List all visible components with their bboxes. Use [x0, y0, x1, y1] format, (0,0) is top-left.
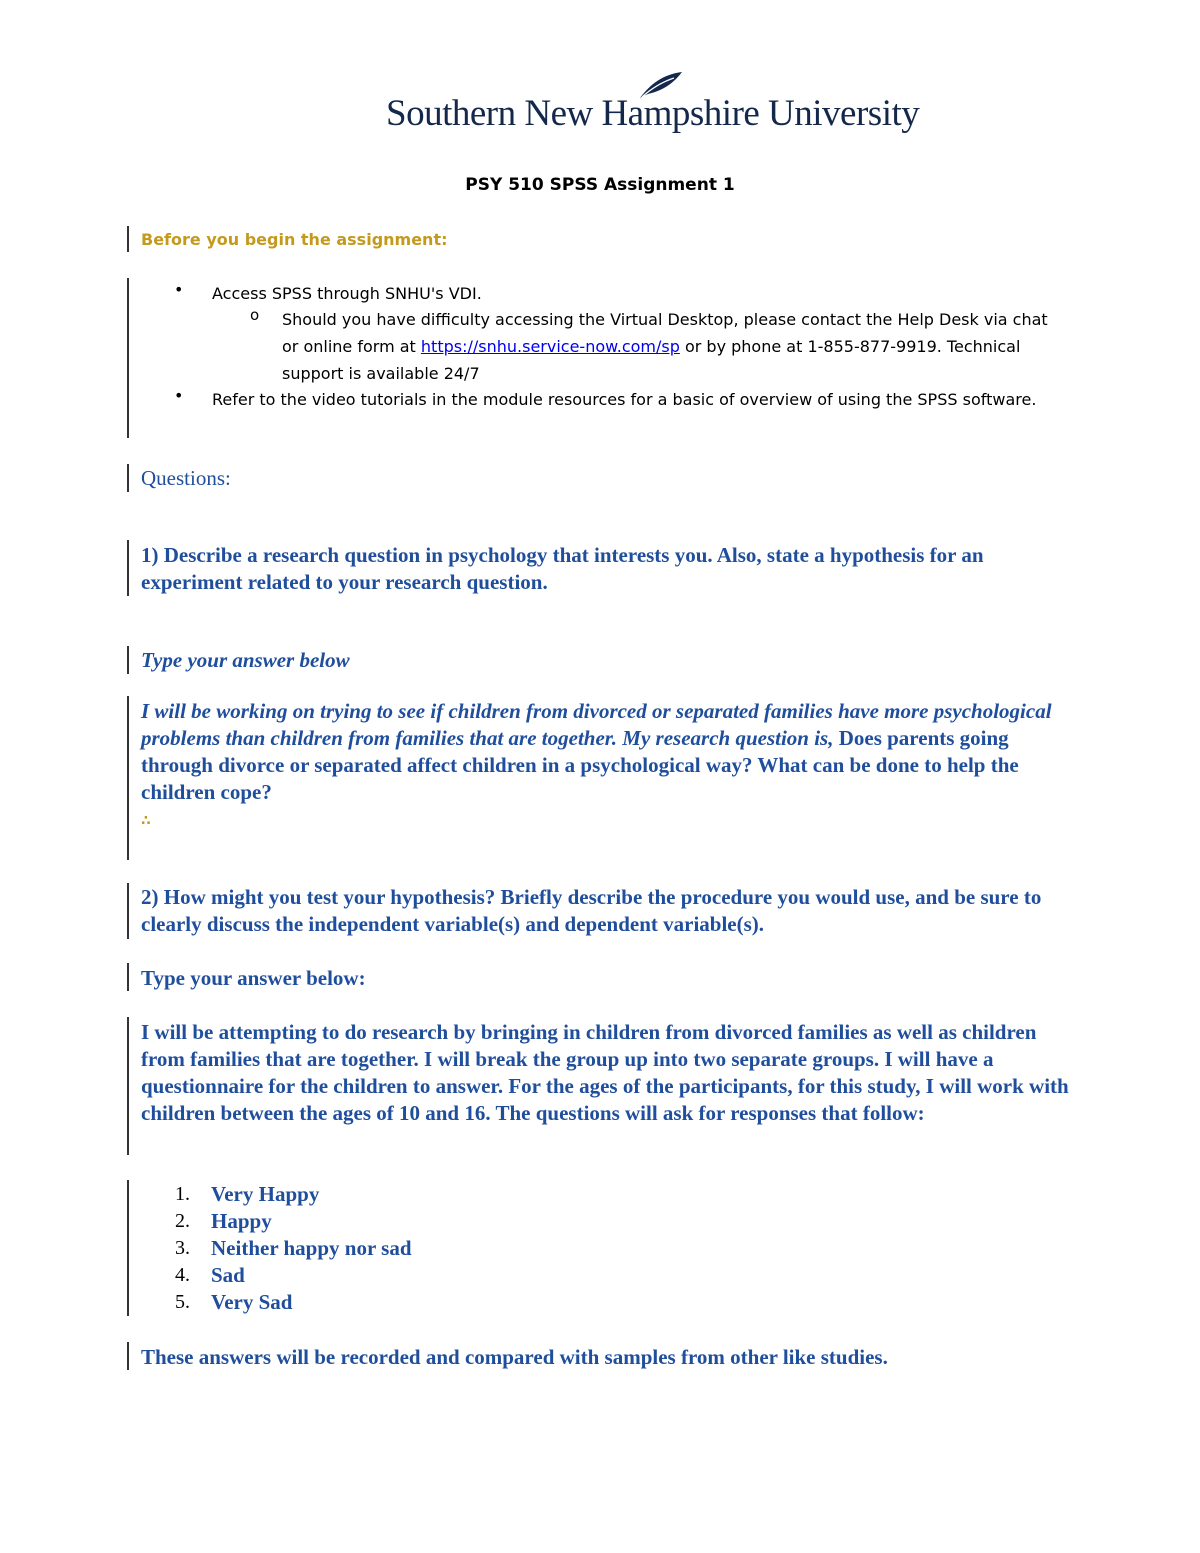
change-bar: [127, 883, 129, 939]
list-item-label: Very Happy: [211, 1182, 320, 1206]
change-bar: [127, 540, 129, 596]
bullet-icon: •: [174, 280, 184, 299]
before-begin-heading: Before you begin the assignment:: [141, 230, 448, 249]
list-item: [175, 1181, 675, 1208]
anchor-mark-icon: ∴: [141, 812, 151, 828]
change-bar: [127, 1342, 129, 1370]
bullet-text: Access SPSS through SNHU's VDI.: [212, 284, 482, 303]
list-item-number: 5.: [175, 1291, 190, 1313]
list-item-label: Happy: [211, 1209, 272, 1233]
list-item-number: 3.: [175, 1237, 190, 1259]
question-2-answer-label: Type your answer below:: [141, 966, 366, 990]
list-item-label: Neither happy nor sad: [211, 1236, 412, 1260]
list-item: [175, 1235, 675, 1262]
sub-bullet-text: [282, 306, 1052, 387]
change-bar: [127, 696, 129, 860]
change-bar: [127, 278, 129, 438]
list-item-number: 4.: [175, 1264, 190, 1286]
question-2-prompt: 2) How might you test your hypothesis? Briefly describe the procedure you would use, and be sure to clearly discuss the independent variable(s) and dependent variable(s).: [141, 885, 1042, 936]
change-bar: [127, 963, 129, 991]
question-1-answer-plain: Does parents going through divorce or separated affect children in a psychological way? What can be done to help the children cope?: [141, 726, 1019, 804]
university-logo: [386, 70, 920, 140]
change-bar: [127, 1017, 129, 1155]
document-title: PSY 510 SPSS Assignment 1: [465, 175, 735, 195]
list-item-label: Very Sad: [211, 1290, 293, 1314]
logo-wordmark: Southern New Hampshire University: [386, 93, 920, 134]
list-item-label: Sad: [211, 1263, 245, 1287]
question-1-answer-italic: I will be working on trying to see if children from divorced or separated families have more psychological problems than children from families that are together. My research question is,: [141, 699, 1052, 750]
sub-bullet-marker: o: [250, 306, 260, 324]
change-bar: [127, 1180, 129, 1316]
list-item-number: 1.: [175, 1183, 190, 1205]
list-item: [175, 1262, 675, 1289]
closing-statement: These answers will be recorded and compared with samples from other like studies.: [141, 1345, 888, 1369]
list-item: [175, 1208, 675, 1235]
questions-heading: Questions:: [141, 466, 231, 490]
help-desk-link[interactable]: https://snhu.service-now.com/sp: [420, 337, 680, 356]
phone-support-text: or by phone at 1-855-877-9919. Technical support is available 24/7: [282, 337, 1021, 383]
list-item: [175, 1289, 675, 1316]
change-bar: [127, 646, 129, 674]
change-bar: [127, 226, 129, 252]
question-1-prompt: 1) Describe a research question in psychology that interests you. Also, state a hypothesis for an experiment related to your research question.: [141, 543, 984, 594]
response-options-list: [175, 1181, 675, 1316]
list-item-number: 2.: [175, 1210, 190, 1232]
bullet-icon: •: [174, 386, 184, 405]
question-1-answer: [141, 698, 1081, 806]
question-2-answer: I will be attempting to do research by bringing in children from divorced families as well as children from families that are together. I will break the group up into two separate groups. I will have a questionnaire for the children to answer. For the ages of the participants, for this study, I will work with children between the ages of 10 and 16. The questions will ask for responses that follow:: [141, 1020, 1069, 1125]
bullet-text: Refer to the video tutorials in the module resources for a basic of overview of using the SPSS software.: [212, 390, 1037, 409]
question-1-answer-label: Type your answer below: [141, 648, 350, 672]
change-bar: [127, 464, 129, 492]
help-desk-text: Should you have difficulty accessing the Virtual Desktop, please contact the Help Desk via chat or online form at: [282, 310, 1048, 356]
